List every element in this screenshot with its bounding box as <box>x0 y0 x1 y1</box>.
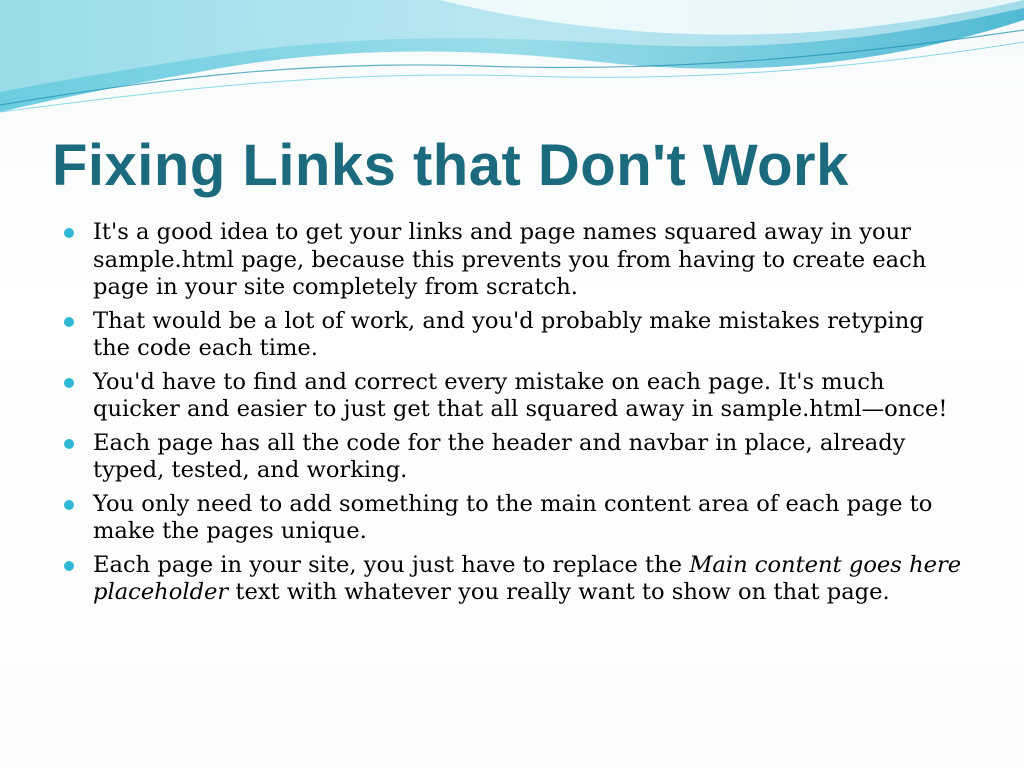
bullet-text-before: Each page in your site, you just have to replace the <box>93 551 690 578</box>
bullet-dot-icon <box>64 500 74 510</box>
bullet-dot-icon <box>64 378 74 388</box>
bullet-text: You'd have to find and correct every mistake on each page. It's much quicker and easier to just get that all squared away in sample.html—once! <box>93 368 948 422</box>
bullet-text: You only need to add something to the main content area of each page to make the pages unique. <box>93 490 933 544</box>
slide-title: Fixing Links that Don't Work <box>52 133 849 198</box>
bullet-text: That would be a lot of work, and you'd probably make mistakes retyping the code each time. <box>93 307 924 361</box>
bullet-item <box>64 491 964 546</box>
bullet-text-italic: Main content goes here placeholder <box>93 551 962 605</box>
bullet-list <box>64 219 964 613</box>
decorative-wave-header <box>0 0 1024 120</box>
bullet-item <box>64 369 964 424</box>
bullet-dot-icon <box>64 439 74 449</box>
bullet-dot-icon <box>64 317 74 327</box>
bullet-dot-icon <box>64 561 74 571</box>
bullet-text: Each page has all the code for the header and navbar in place, already typed, tested, and working. <box>93 429 906 483</box>
bullet-item <box>64 219 964 302</box>
bullet-dot-icon <box>64 228 74 238</box>
bullet-item <box>64 308 964 363</box>
bullet-text-after: text with whatever you really want to show on that page. <box>228 579 890 605</box>
bullet-item <box>64 430 964 485</box>
bullet-text: It's a good idea to get your links and page names squared away in your sample.html page, because this prevents you from having to create each page in your site completely from scratch. <box>93 219 927 300</box>
bullet-item <box>64 552 964 607</box>
